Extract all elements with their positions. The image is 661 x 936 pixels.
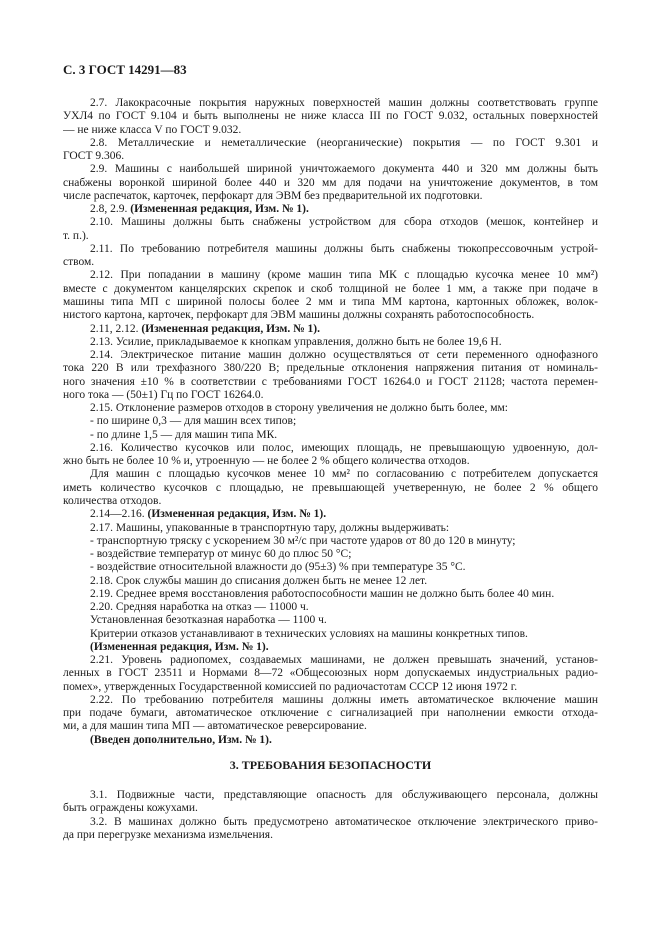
line-text: 2.19. Среднее время восстановления работоспособности машин не должно быть более 40 мин. [90,587,555,600]
text-line [63,177,598,190]
line-text: ленных в ГОСТ 23511 и Нормами 8—72 «Общесоюзных норм допускаемых индустриальных радио- [63,667,598,680]
text-line [63,654,598,667]
line-text: ного значения ±10 % в соответствии с требованиями ГОСТ 16264.0 и ГОСТ 21128; частота перемен- [63,375,598,388]
text-line [63,97,598,110]
line-text: ми, а для машин типа МП — автоматическое реверсирование. [63,720,367,733]
text-line [63,614,598,627]
line-text: - транспортную тряску с ускорением 30 м²/с при частоте ударов от 80 до 120 в минуту; [90,534,516,547]
text-line [63,336,598,349]
amendment-note: (Измененная редакция, Изм. № 1). [141,322,320,335]
amendment-note: (Измененная редакция, Изм. № 1). [90,640,269,653]
line-text: быть ограждены кожухами. [63,802,198,815]
line-text: 2.10. Машины должны быть снабжены устройством для сбора отходов (мешок, контейнер и [90,216,598,229]
text-line [63,789,598,802]
line-text: 2.9. Машины с наибольшей шириной уничтожаемого документа 440 и 320 мм должны быть [90,163,598,176]
text-line [63,296,598,309]
line-text: 2.16. Количество кусочков или полос, имеющих площадь, не превышающую удвоенную, дол- [90,441,598,454]
amendment-note: (Измененная редакция, Изм. № 1). [130,203,309,216]
line-text: тока 220 В или трехфазного 380/220 В; предельные отклонения напряжения питания от номиналь- [63,362,598,375]
line-text: 2.22. По требованию потребителя машины должны иметь автоматическое включение машин [90,693,598,706]
text-line [63,442,598,455]
line-text: - воздействие температур от минус 60 до плюс 50 °С; [90,548,352,561]
line-text: числе распечаток, карточек, перфокарт для ЭВМ без предварительной их подготовки. [63,189,483,202]
text-line [63,283,598,296]
line-text: Для машин с площадью кусочков менее 10 мм² по согласованию с потребителем допускается [90,468,598,481]
line-text: 2.8, 2.9. [90,203,131,216]
text-line [63,110,598,123]
line-text: вместе с документом канцелярских скрепок и скоб толщиной не более 1 мм, а также при подаче в [63,282,598,295]
text-line [63,309,598,322]
line-text: количества отходов. [63,494,162,507]
line-text: жно быть не более 10 % и, утроенную — не более 2 % общего количества отходов. [63,455,470,468]
amendment-note: (Измененная редакция, Изм. № 1). [147,508,327,521]
line-text: 2.14—2.16. [90,508,148,521]
section-3-heading: 3. ТРЕБОВАНИЯ БЕЗОПАСНОСТИ [229,758,432,772]
line-text: 2.12. При попадании в машину (кроме машин типа МК с площадью кусочка менее 10 мм²) [90,269,598,282]
line-text: 2.17. Машины, упакованные в транспортную тару, должны выдерживать: [90,521,450,534]
text-line [63,601,598,614]
line-text: 2.7. Лакокрасочные покрытия наружных поверхностей машин должны соответствовать группе [90,97,598,109]
text-line [63,150,598,163]
text-line [63,829,598,842]
text-line [63,468,598,481]
line-text: Установленная безотказная наработка — 1100 ч. [90,614,327,627]
text-line [63,402,598,415]
text-line [63,415,598,428]
text-line [63,269,598,282]
text-line [63,548,598,561]
text-line [63,349,598,362]
page-header: С. 3 ГОСТ 14291—83 [63,62,187,77]
text-line [63,256,598,269]
text-line [63,522,598,535]
text-line [63,482,598,495]
text-line [63,163,598,176]
line-text: - воздействие относительной влажности до (95±3) % при температуре 35 °С. [90,561,466,574]
text-line [63,124,598,137]
line-text: ного тока — (50±1) Гц по ГОСТ 16264.0. [63,388,264,401]
line-text: — не ниже класса V по ГОСТ 9.032. [63,123,242,136]
text-line [63,137,598,150]
line-text: машины типа МП с шириной полосы более 2 мм и типа ММ картона, картонных обложек, волок- [63,295,598,308]
text-line [63,376,598,389]
line-text: - по длине 1,5 — для машин типа МК. [90,428,278,441]
line-text: иметь количество кусочков с площадью, не превышающей учетверенную, не более 2 % общего [63,481,598,494]
text-line [63,323,598,336]
text-line [63,561,598,574]
amendment-note: (Введен дополнительно, Изм. № 1). [90,733,272,746]
text-line [63,575,598,588]
line-text: да при перегрузке механизма измельчения. [63,828,273,841]
text-line [63,455,598,468]
text-line [63,203,598,216]
text-line [63,734,598,747]
line-text: 2.14. Электрическое питание машин должно осуществляться от сети переменного однофазного [90,349,598,362]
text-line [63,681,598,694]
line-text: Критерии отказов устанавливают в технических условиях на машины конкретных типов. [90,627,528,640]
text-line [63,429,598,442]
text-line [63,802,598,815]
line-text: нистого картона, карточек, перфокарт для ЭВМ машины должны сохранять работоспособность. [63,309,535,322]
text-line [63,190,598,203]
text-line [63,694,598,707]
line-text: снабжены воронкой шириной более 440 и 320 мм для подачи на уничтожение документов, в том [63,176,598,189]
line-text: 2.11. По требованию потребителя машины должны быть снабжены тюкопрессовочным устрой- [90,242,598,255]
section-3-body [63,789,598,842]
line-text: 2.15. Отклонение размеров отходов в сторону увеличения не должно быть более, мм: [90,402,508,415]
text-line [63,389,598,402]
line-text: - по ширине 0,3 — для машин всех типов; [90,415,297,428]
text-line [63,707,598,720]
line-text: ГОСТ 9.306. [63,150,125,163]
text-line [63,362,598,375]
line-text: 2.20. Средняя наработка на отказ — 11000 ч. [90,601,309,614]
line-text: 2.18. Срок службы машин до списания должен быть не менее 12 лет. [90,574,428,587]
line-text: 3.1. Подвижные части, представляющие опасность для обслуживающего персонала, должны [90,789,598,801]
text-line [63,667,598,680]
text-line [63,495,598,508]
text-line [63,508,598,521]
text-line [63,243,598,256]
text-line [63,720,598,733]
text-line [63,641,598,654]
text-line [63,230,598,243]
line-text: помех», утвержденных Государственной комиссией по радиочастотам СССР 12 июня 1972 г. [63,680,518,693]
line-text: ством. [63,256,95,269]
line-text: 2.8. Металлические и неметаллические (неорганические) покрытия — по ГОСТ 9.301 и [90,136,598,149]
line-text: при подаче бумаги, автоматическое отключение с сигнализацией при наполнении емкости отхода- [63,707,598,720]
line-text: 3.2. В машинах должно быть предусмотрено автоматическое отключение электрического приво- [90,815,598,828]
text-line [63,628,598,641]
line-text: УХЛ4 по ГОСТ 9.104 и быть выполнены не ниже класса III по ГОСТ 9.032, остальных поверхностей [63,110,598,123]
line-text: 2.11, 2.12. [90,322,142,335]
line-text: 2.13. Усилие, прикладываемое к кнопкам управления, должно быть не более 19,6 Н. [90,335,502,348]
section-2-body [63,97,598,747]
text-line [63,588,598,601]
text-line [63,535,598,548]
text-line [63,816,598,829]
line-text: 2.21. Уровень радиопомех, создаваемых машинами, не должен превышать значений, установ- [90,654,598,667]
text-line [63,216,598,229]
line-text: т. п.). [63,229,89,242]
